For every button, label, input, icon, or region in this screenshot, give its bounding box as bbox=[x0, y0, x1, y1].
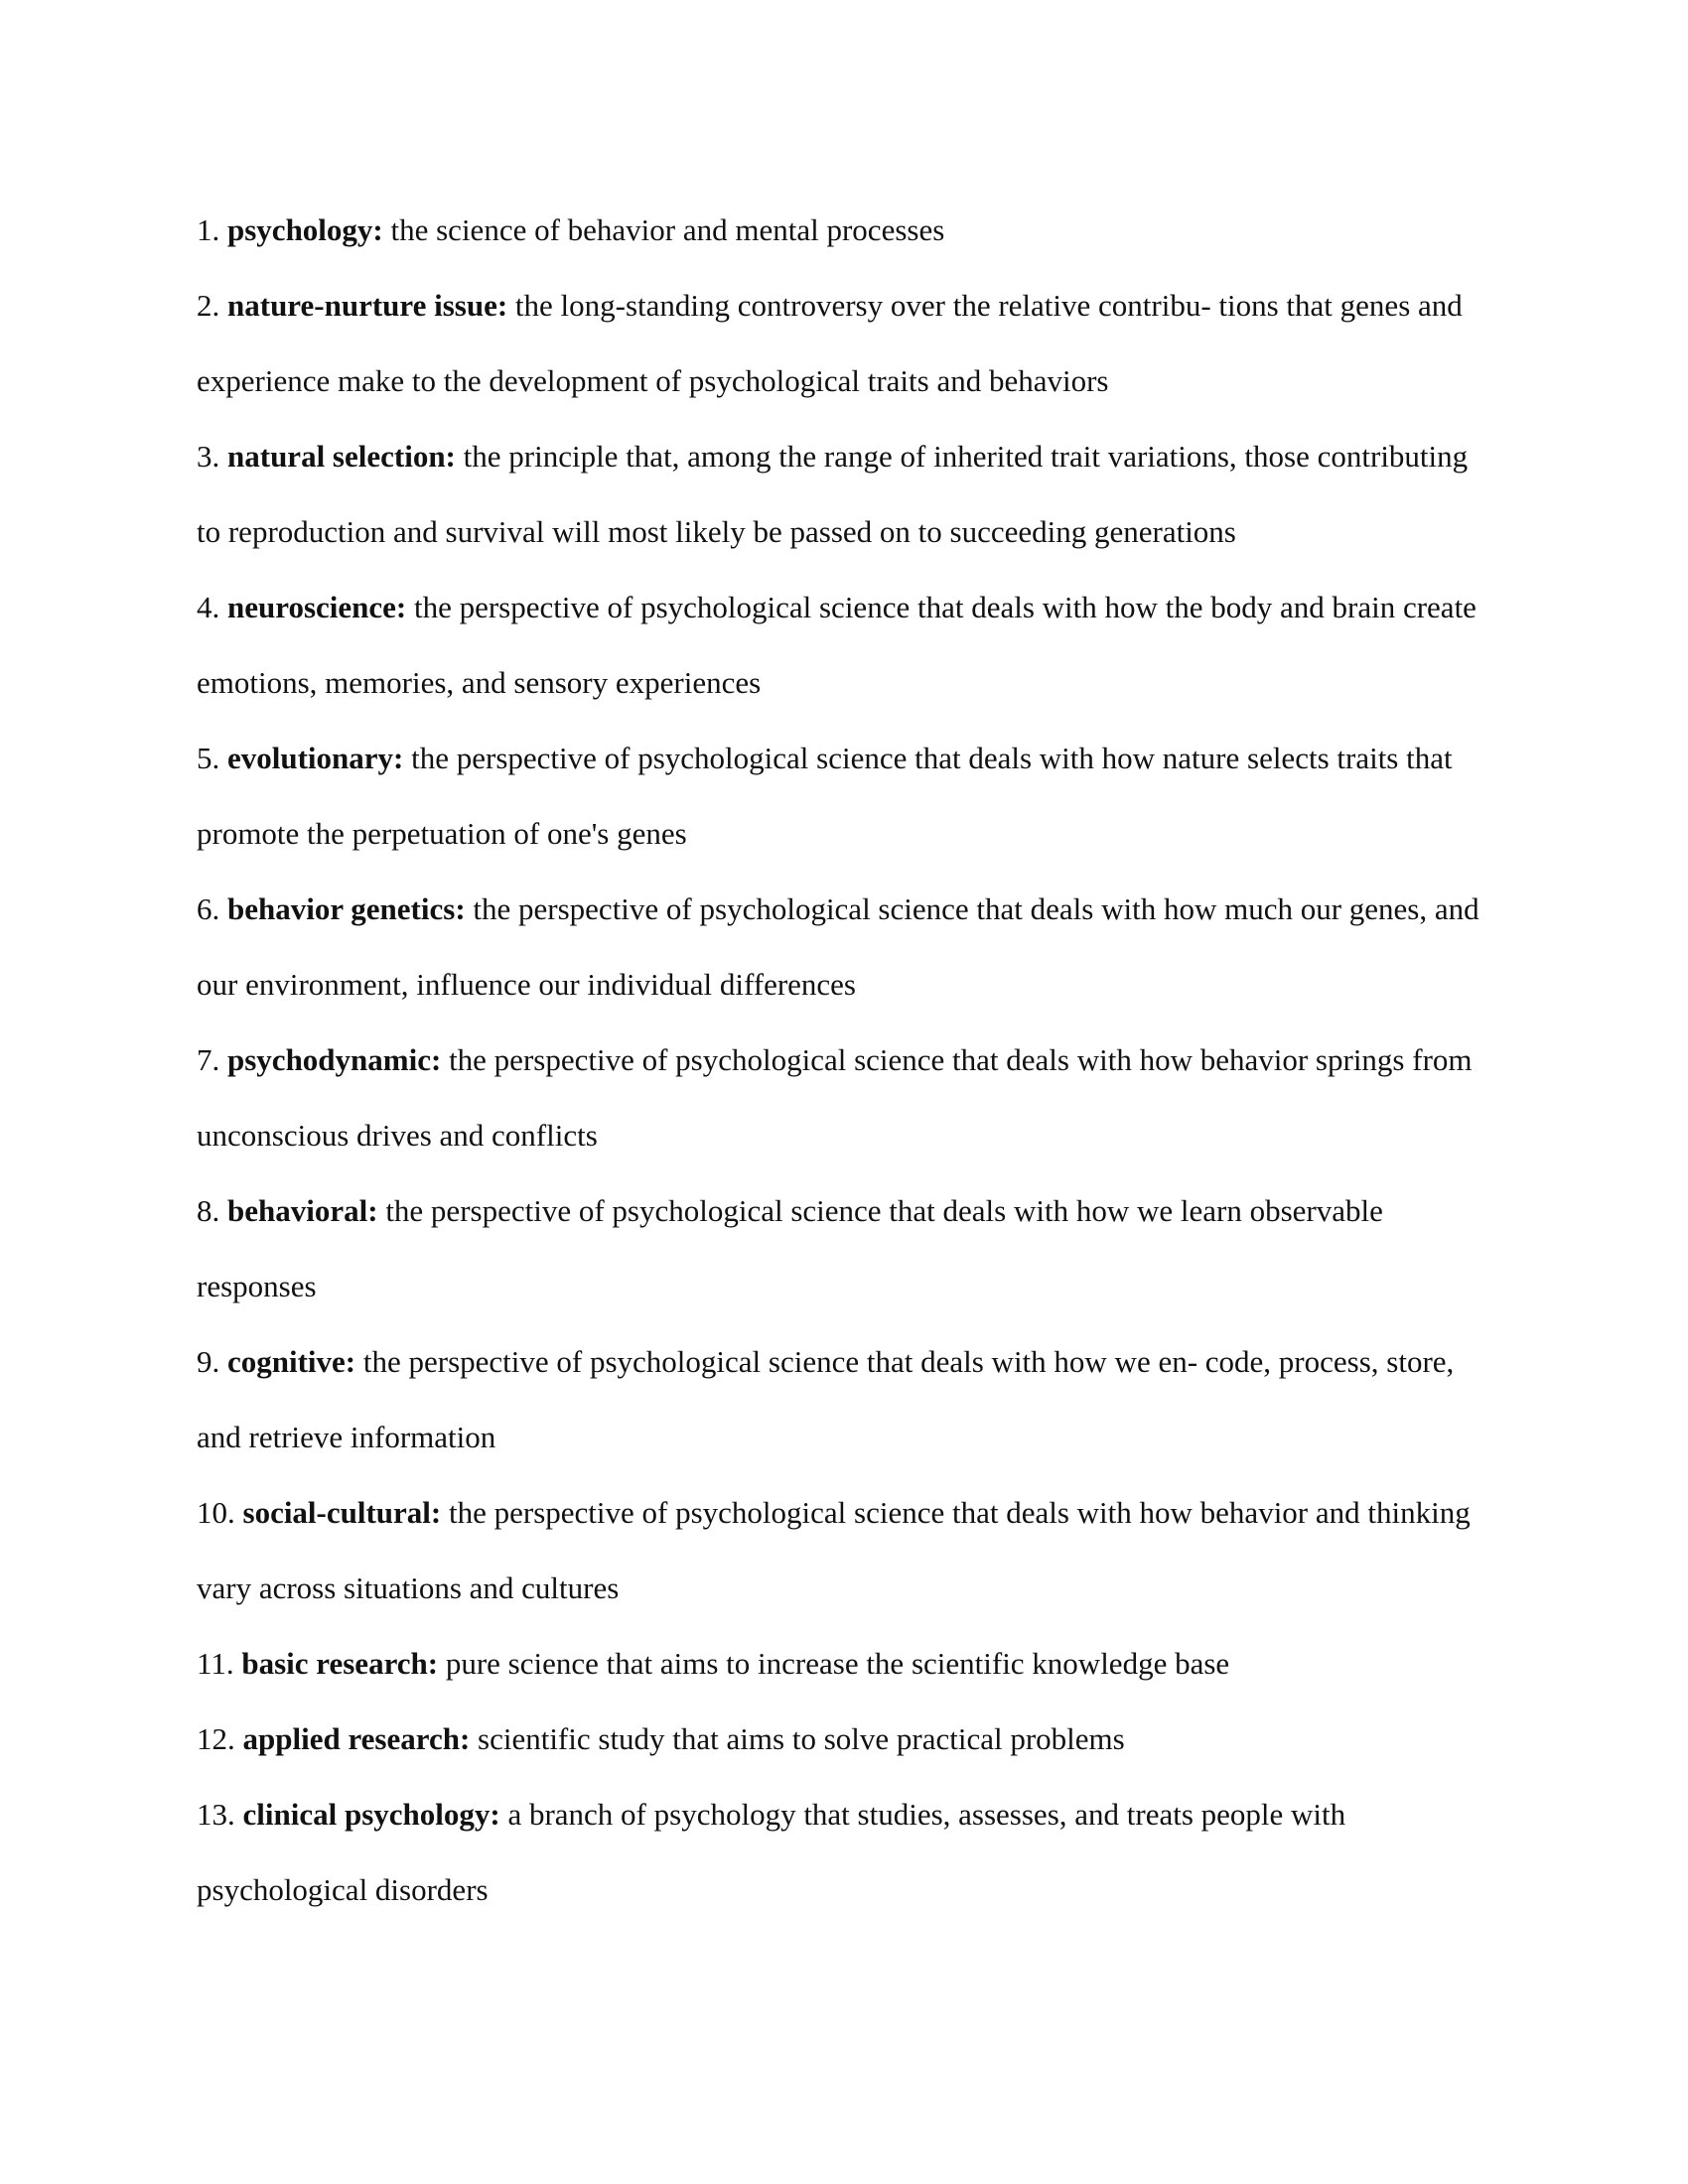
term-definition: the perspective of psychological science that deals with how we en- code, process, store, and retrieve information bbox=[197, 1344, 1455, 1454]
glossary-item-applied-research bbox=[197, 1702, 1497, 1777]
glossary-item-natural-selection bbox=[197, 419, 1497, 570]
term-name: natural selection: bbox=[227, 439, 456, 474]
term-definition: the science of behavior and mental processes bbox=[390, 212, 945, 247]
term-definition: the perspective of psychological science that deals with how we learn observable responses bbox=[197, 1193, 1383, 1303]
glossary-item-social-cultural bbox=[197, 1475, 1497, 1626]
item-number: 8. bbox=[197, 1193, 220, 1228]
glossary-item-basic-research bbox=[197, 1626, 1497, 1702]
term-definition: scientific study that aims to solve practical problems bbox=[478, 1721, 1125, 1756]
term-definition: pure science that aims to increase the scientific knowledge base bbox=[445, 1646, 1230, 1681]
term-name: behavioral: bbox=[227, 1193, 378, 1228]
item-number: 5. bbox=[197, 741, 220, 775]
term-name: social-cultural: bbox=[242, 1495, 442, 1530]
term-definition: the principle that, among the range of inherited trait variations, those contributing to reproduction and survival will most likely be passed on to succeeding generations bbox=[197, 439, 1469, 549]
term-name: basic research: bbox=[241, 1646, 439, 1681]
term-definition: a branch of psychology that studies, assesses, and treats people with psychological disorders bbox=[197, 1797, 1346, 1907]
item-number: 2. bbox=[197, 288, 220, 323]
term-name: evolutionary: bbox=[227, 741, 404, 775]
term-definition: the perspective of psychological science that deals with how behavior springs from unconscious drives and conflicts bbox=[197, 1042, 1473, 1153]
term-name: psychodynamic: bbox=[227, 1042, 442, 1077]
item-number: 11. bbox=[197, 1646, 234, 1681]
term-name: applied research: bbox=[242, 1721, 471, 1756]
term-name: nature-nurture issue: bbox=[227, 288, 508, 323]
glossary-item-psychodynamic bbox=[197, 1023, 1497, 1173]
item-number: 13. bbox=[197, 1797, 235, 1832]
item-number: 9. bbox=[197, 1344, 220, 1379]
glossary-item-cognitive bbox=[197, 1324, 1497, 1475]
term-name: behavior genetics: bbox=[227, 891, 466, 926]
glossary-item-neuroscience bbox=[197, 570, 1497, 721]
item-number: 1. bbox=[197, 212, 220, 247]
glossary-item-behavior-genetics bbox=[197, 872, 1497, 1023]
glossary-list bbox=[197, 193, 1497, 1928]
glossary-item-psychology bbox=[197, 193, 1497, 268]
item-number: 4. bbox=[197, 590, 220, 624]
term-name: neuroscience: bbox=[227, 590, 407, 624]
item-number: 3. bbox=[197, 439, 220, 474]
term-name: clinical psychology: bbox=[242, 1797, 500, 1832]
term-definition: the perspective of psychological science that deals with how nature selects traits that promote the perpetuation of one's genes bbox=[197, 741, 1453, 851]
term-definition: the perspective of psychological science that deals with how behavior and thinking vary across situations and cultures bbox=[197, 1495, 1471, 1605]
item-number: 7. bbox=[197, 1042, 220, 1077]
glossary-item-nature-nurture bbox=[197, 268, 1497, 419]
glossary-item-clinical-psychology bbox=[197, 1777, 1497, 1928]
term-definition: the long-standing controversy over the relative contribu- tions that genes and experience make to the development of psychological traits and behaviors bbox=[197, 288, 1463, 398]
term-definition: the perspective of psychological science that deals with how much our genes, and our environment, influence our individual differences bbox=[197, 891, 1479, 1002]
glossary-item-behavioral bbox=[197, 1173, 1497, 1324]
term-name: cognitive: bbox=[227, 1344, 356, 1379]
term-name: psychology: bbox=[227, 212, 383, 247]
item-number: 12. bbox=[197, 1721, 235, 1756]
glossary-item-evolutionary bbox=[197, 721, 1497, 872]
item-number: 10. bbox=[197, 1495, 235, 1530]
term-definition: the perspective of psychological science that deals with how the body and brain create emotions, memories, and sensory experiences bbox=[197, 590, 1477, 700]
item-number: 6. bbox=[197, 891, 220, 926]
